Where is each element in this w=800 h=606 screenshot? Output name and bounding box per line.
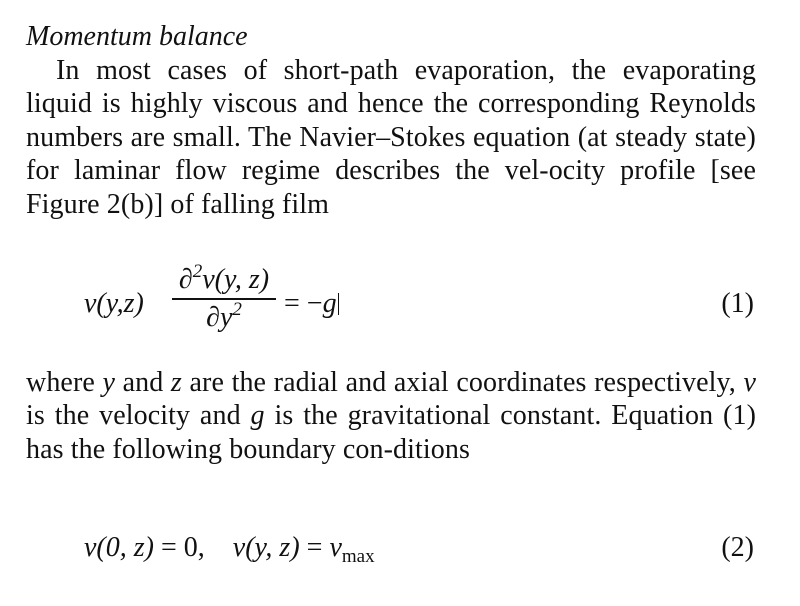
second-derivative-fraction — [172, 261, 276, 333]
text-line: (at steady state) for laminar flow regime describes the vel- — [26, 121, 756, 187]
denominator-variable: ∂y — [206, 301, 233, 333]
numerator-function: v(y, z) — [202, 264, 270, 295]
boundary-lhs-1: v(0, z) — [84, 532, 154, 563]
boundary-value-1: = 0, — [153, 532, 233, 563]
equation-number: (2) — [721, 532, 754, 563]
section-heading: Momentum balance — [26, 21, 248, 52]
fraction-bar — [172, 298, 276, 300]
text-line: ocity profile [see Figure 2(b)] of falling film — [26, 155, 756, 220]
text-line: liquid is highly viscous and hence the corresponding — [26, 88, 640, 120]
equation-navier-stokes — [26, 261, 756, 356]
text-run: and — [115, 367, 171, 398]
text-line: In most cases of short-path evaporation, the evaporating — [56, 55, 756, 86]
equals-sign: = — [299, 532, 330, 563]
equation-boundary-conditions — [26, 532, 756, 572]
text-line: Reynolds numbers are small. The Navier–Stokes equation — [26, 88, 756, 153]
math-var-y: y — [102, 367, 116, 398]
equation-body — [84, 532, 375, 567]
paragraph-coordinates — [26, 366, 756, 466]
fraction-numerator — [172, 261, 276, 296]
partial-symbol: ∂ — [178, 264, 193, 295]
math-var-v: v — [743, 367, 756, 398]
text-run: are the radial and axial coordinates respectively, — [181, 367, 744, 398]
gravity-symbol: g — [322, 288, 337, 319]
text-cursor — [338, 293, 339, 315]
numerator-exponent: 2 — [192, 261, 203, 282]
equation-number: (1) — [721, 288, 754, 319]
math-var-z: z — [170, 367, 182, 398]
paragraph-intro — [26, 54, 756, 221]
text-run: where — [26, 367, 103, 398]
math-var-g: g — [250, 400, 265, 432]
fraction-denominator — [172, 298, 276, 333]
equation-rhs — [284, 288, 339, 320]
text-run: is the velocity and — [26, 400, 251, 432]
velocity-symbol: v — [329, 532, 342, 563]
equals-minus: = − — [284, 288, 323, 319]
equation-lhs: v(y,z) — [84, 288, 144, 319]
text-run: is the gravitational constant. Equation (1) has the following boundary con-ditions — [26, 400, 756, 465]
denominator-exponent: 2 — [232, 298, 242, 320]
max-subscript: max — [341, 546, 375, 567]
boundary-lhs-2: v(y, z) — [232, 532, 300, 563]
